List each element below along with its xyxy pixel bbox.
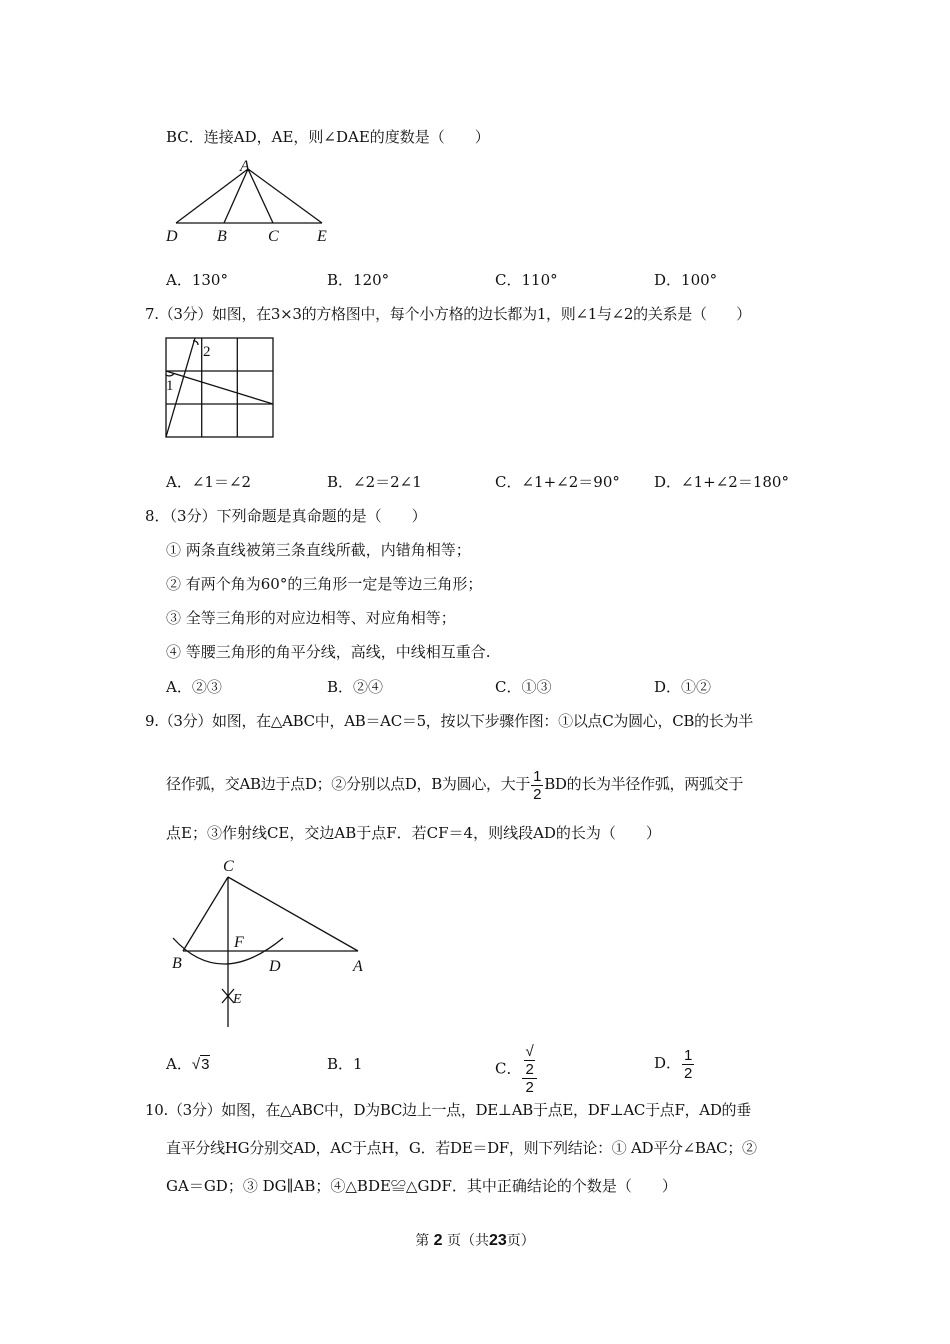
angle-2-label: 2 (203, 344, 211, 360)
option-label: B． (327, 1055, 354, 1073)
label-D: D (269, 958, 281, 975)
q7-option-d[interactable]: D．∠1+∠2＝180° (654, 473, 789, 491)
q9-stem-line-1: 9.（3分）如图，在△ABC中，AB＝AC＝5，按以下步骤作图：①以点C为圆心，CB的长为半 (145, 712, 753, 730)
label-C: C (268, 228, 279, 245)
q8-option-c[interactable]: C．①③ (495, 678, 552, 696)
label-D: D (166, 228, 178, 245)
q8-option-d[interactable]: D．①② (654, 678, 712, 696)
q7-option-a[interactable]: A．∠1＝∠2 (166, 473, 252, 491)
q8-statement-4: ④ 等腰三角形的角平分线，高线，中线相互重合. (166, 643, 491, 661)
q9-fraction-half (531, 768, 543, 803)
q7-option-b[interactable]: B．∠2＝2∠1 (327, 473, 422, 491)
option-label: C． (495, 1059, 522, 1078)
label-C: C (223, 858, 234, 875)
label-E: E (317, 228, 327, 245)
q8-option-b[interactable]: B．②④ (327, 678, 384, 696)
label-A: A (353, 958, 363, 975)
label-B: B (217, 228, 227, 245)
q8-statement-1: ① 两条直线被第三条直线所截，内错角相等； (166, 541, 471, 559)
radicand: 3 (201, 1056, 210, 1073)
footer-mid: 页（共 (447, 1233, 489, 1249)
label-E: E (233, 992, 242, 1007)
q10-stem-line-3: GA＝GD；③ DG∥AB；④△BDE≌△GDF．其中正确结论的个数是（ ） (166, 1177, 677, 1195)
fraction-numerator: 1 (533, 767, 542, 785)
q10-stem-line-1: 10.（3分）如图，在△ABC中，D为BC边上一点，DE⊥AB于点E，DF⊥AC于点F，AD的垂 (145, 1101, 751, 1119)
q9-stem-line-2 (166, 764, 743, 804)
label-A: A (240, 158, 250, 175)
fraction-denominator: 2 (525, 1079, 534, 1096)
q9-construction-figure (165, 855, 375, 1030)
q6-figure (160, 155, 360, 250)
footer-suffix: 页） (506, 1233, 535, 1249)
q9-stem-line-3: 点E；③作射线CE，交边AB于点F．若CF＝4，则线段AD的长为（ ） (166, 824, 661, 842)
sqrt-3: √3 (191, 1056, 210, 1073)
fraction-sqrt2-over-2 (522, 1043, 536, 1096)
fraction-denominator: 2 (533, 785, 542, 803)
q8-statement-2: ② 有两个角为60°的三角形一定是等边三角形； (166, 575, 483, 593)
q7-grid-figure (160, 332, 280, 442)
current-page-number: 2 (433, 1232, 443, 1249)
q7-option-c[interactable]: C．∠1+∠2＝90° (495, 473, 620, 491)
option-label: D． (654, 1054, 682, 1072)
q9-text-b: BD的长为半径作弧，两弧交于 (544, 775, 744, 793)
option-value: 1 (353, 1055, 363, 1073)
fraction-numerator: 1 (684, 1046, 693, 1064)
fraction-one-half (682, 1047, 694, 1082)
angle-1-label: 1 (166, 378, 174, 394)
fraction-numerator: √ 2 (522, 1043, 536, 1079)
radicand: 2 (525, 1061, 534, 1078)
q6-option-c[interactable]: C．110° (495, 271, 558, 289)
option-label: A． (166, 1055, 192, 1073)
fraction-denominator: 2 (684, 1064, 693, 1082)
footer-prefix: 第 (415, 1233, 430, 1249)
q9-option-d[interactable] (654, 1043, 695, 1083)
page-footer (0, 1230, 950, 1250)
q8-stem: 8．（3分）下列命题是真命题的是（ ） (145, 507, 427, 525)
label-F: F (234, 934, 244, 951)
total-pages: 23 (489, 1232, 507, 1249)
q9-option-a[interactable] (166, 1054, 210, 1075)
q6-option-b[interactable]: B．120° (327, 271, 390, 289)
q9-text-a: 径作弧，交AB边于点D；②分别以点D，B为圆心，大于 (166, 775, 531, 793)
label-B: B (172, 955, 182, 972)
q7-stem: 7.（3分）如图，在3×3的方格图中，每个小方格的边长都为1，则∠1与∠2的关系是（ ） (145, 305, 751, 323)
q10-stem-line-2: 直平分线HG分别交AD，AC于点H，G．若DE＝DF，则下列结论：① AD平分∠BAC；② (166, 1139, 757, 1157)
q6-stem: BC．连接AD，AE，则∠DAE的度数是（ ） (166, 128, 490, 146)
q9-option-c[interactable] (495, 1043, 538, 1096)
q9-option-b[interactable] (327, 1054, 363, 1074)
q6-option-a[interactable]: A．130° (166, 271, 228, 289)
q8-statement-3: ③ 全等三角形的对应边相等、对应角相等； (166, 609, 456, 627)
q6-option-d[interactable]: D．100° (654, 271, 718, 289)
q8-option-a[interactable]: A．②③ (166, 678, 222, 696)
